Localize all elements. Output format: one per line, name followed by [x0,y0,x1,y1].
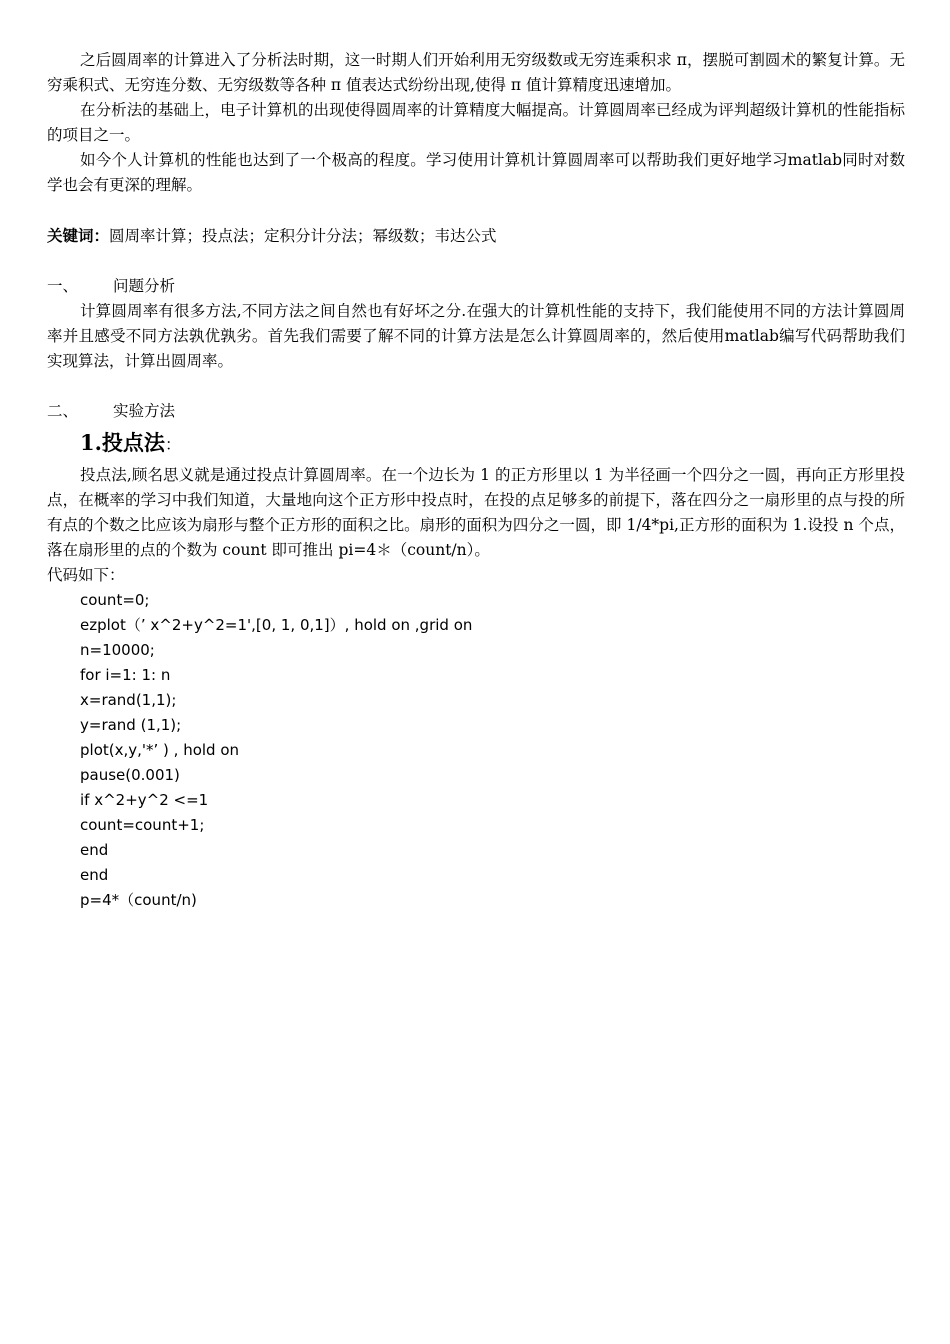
code-line: p=4*（count/n) [80,891,197,909]
code-label: 代码如下： [47,566,125,584]
code-line: n=10000; [80,641,155,659]
intro-paragraph-3: 如今个人计算机的性能也达到了一个极高的程度。学习使用计算机计算圆周率可以帮助我们更好地学习matlab同时对数学也会有更深的理解。 [47,151,905,194]
intro-paragraph-1: 之后圆周率的计算进入了分析法时期，这一时期人们开始利用无穷级数或无穷连乘积求 π，摆脱可割圆术的繁复计算。无穷乘积式、无穷连分数、无穷级数等各种 π 值表达式纷纷出现,使得 π 值计算精度迅速增加。 [47,51,905,94]
spacer [47,249,905,274]
code-line: count=count+1; [80,816,205,834]
section-heading-1 [47,274,905,299]
section-title: 问题分析 [113,277,176,295]
section-number: 二、 [47,402,79,420]
code-line: end [80,866,109,884]
subsection-title: 1.投点法 [80,430,165,455]
keywords-label: 关键词： [47,226,110,245]
section-heading-2 [47,399,905,424]
subsection-colon: ： [164,435,181,454]
intro-paragraph-2: 在分析法的基础上，电子计算机的出现使得圆周率的计算精度大幅提高。计算圆周率已经成为评判超级计算机的性能指标的项目之一。 [47,101,905,144]
code-line: plot(x,y,'*’ ) , hold on [80,741,240,759]
code-line: x=rand(1,1); [80,691,177,709]
section-number: 一、 [47,277,79,295]
document-page [47,48,905,913]
code-line: count=0; [80,591,150,609]
spacer [47,374,905,399]
code-line: if x^2+y^2 <=1 [80,791,209,809]
code-line: pause(0.001) [80,766,180,784]
code-line: ezplot（’ x^2+y^2=1',[0, 1, 0,1]）, hold on ,grid on [80,616,473,634]
code-line: for i=1: 1: n [80,666,171,684]
subsection-heading [47,426,905,462]
section-2-body: 投点法,顾名思义就是通过投点计算圆周率。在一个边长为 1 的正方形里以 1 为半径画一个四分之一圆，再向正方形里投点，在概率的学习中我们知道，大量地向这个正方形中投点时，在投的点足够多的前提下，落在四分之一扇形里的点与投的所有点的个数之比应该为扇形与整个正方形的面积之比。扇形的面积为四分之一圆，即 1/4*pi,正方形的面积为 1.设投 n 个点，落在扇形里的点的个数为 count 即可推出 pi=4＊（count/n）。 [47,466,905,559]
code-line: y=rand (1,1); [80,716,182,734]
section-title: 实验方法 [113,402,176,420]
keywords-text: 圆周率计算；投点法；定积分计分法；幂级数；韦达公式 [109,227,497,245]
keywords-line [47,223,905,249]
code-line: end [80,841,109,859]
section-1-body: 计算圆周率有很多方法,不同方法之间自然也有好坏之分.在强大的计算机性能的支持下，我们能使用不同的方法计算圆周率并且感受不同方法孰优孰劣。首先我们需要了解不同的计算方法是怎么计算圆周率的，然后使用matlab编写代码帮助我们实现算法，计算出圆周率。 [47,302,905,370]
code-block [47,588,905,913]
spacer [47,198,905,223]
